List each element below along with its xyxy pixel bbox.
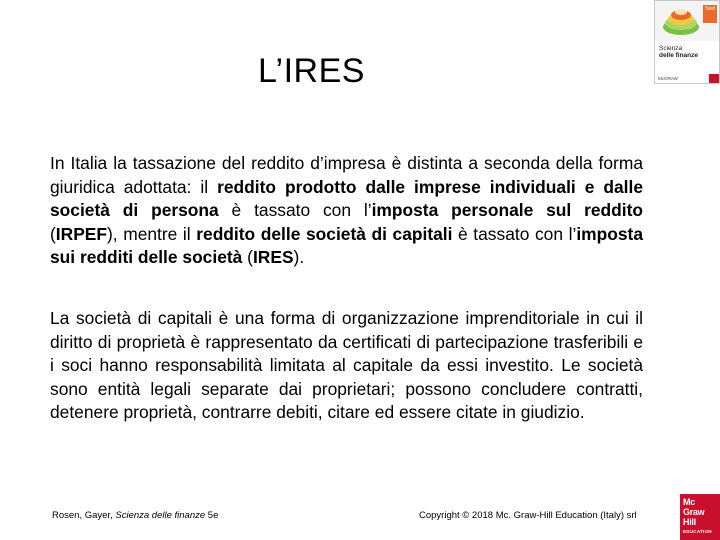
- edition-label: 5/ed: [705, 6, 715, 12]
- text-segment: In Italia la tassazione del reddito d’impresa è distinta a seconda della forma giuridica adottata: il: [50, 153, 643, 197]
- text-segment: (: [50, 223, 56, 244]
- text-segment: è tassato con l’: [218, 200, 372, 220]
- slide-title: L’IRES: [258, 52, 365, 90]
- text-segment: (: [242, 247, 253, 267]
- bold-term: imposta sui redditi delle società: [50, 223, 643, 267]
- book-publisher: McGRAW: [658, 76, 678, 81]
- mcgraw-hill-logo: [680, 494, 720, 540]
- paragraph-ires-definition: [50, 152, 643, 270]
- bold-term: reddito delle società di capitali: [196, 223, 453, 244]
- edition-badge: [703, 5, 717, 23]
- footer-copyright: Copyright © 2018 Mc. Graw-Hill Education (Italy) srl: [419, 510, 637, 521]
- text-segment: ), mentre il: [107, 223, 197, 244]
- book-cover-art: [655, 1, 720, 41]
- logo-line-4: EDUCATION: [683, 529, 712, 534]
- logo-line-2: Graw: [683, 507, 705, 517]
- book-cover-thumbnail: [654, 0, 720, 84]
- bold-term: reddito prodotto dalle imprese individuali e dalle società di persona: [50, 176, 643, 220]
- book-cover-title: [659, 45, 698, 59]
- citation-authors: Rosen, Gayer,: [52, 510, 116, 521]
- footer-citation: [52, 510, 218, 521]
- logo-line-3: Hill: [683, 517, 696, 527]
- bold-term: IRES: [252, 247, 294, 267]
- book-publisher-logo: [709, 74, 719, 84]
- citation-edition: 5e: [205, 510, 219, 521]
- book-title-line-2: delle finanze: [659, 52, 699, 59]
- paragraph-societa-capitali: La società di capitali è una forma di organizzazione imprenditoriale in cui il diritto di proprietà è rappresentato da certificati di partecipazione trasferibili e i soci hanno responsabilità limitata al capitale da essi investito. Le società sono entità legali separate dai proprietari; possono concludere contratti, detenere proprietà, contrarre debiti, citare ed essere citate in giudizio.: [50, 308, 643, 422]
- text-segment: ).: [293, 247, 305, 267]
- logo-line-1: Mc: [683, 497, 695, 507]
- book-title-line-1: Scienza: [659, 45, 683, 52]
- citation-book-title: Scienza delle finanze: [115, 510, 206, 521]
- bold-term: IRPEF: [55, 223, 108, 244]
- bold-term: imposta personale sul reddito: [371, 200, 643, 220]
- text-segment: è tassato con l’: [452, 223, 577, 244]
